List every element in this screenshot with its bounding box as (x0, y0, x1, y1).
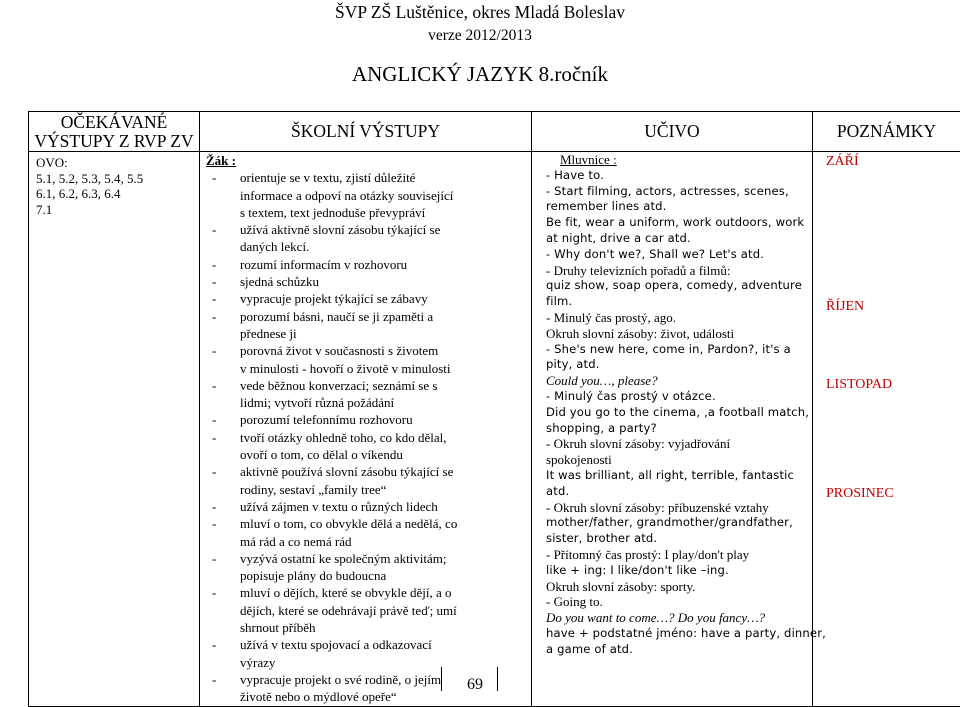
vystup-line (206, 463, 531, 480)
version-label: verze 2012/2013 (0, 27, 960, 45)
bullet-dash: - (206, 308, 240, 325)
bullet-dash: - (206, 169, 240, 186)
vystup-line (206, 377, 531, 394)
ucivo-line: have + podstatné jméno: have a party, dinner, (546, 626, 812, 642)
ucivo-line: pity, atd. (546, 357, 812, 373)
ucivo-line: Do you want to come…? Do you fancy…? (546, 610, 812, 626)
vystup-text: sjedná schůzku (240, 273, 531, 290)
vystup-text: životě nebo o mýdlové opeře“ (240, 688, 531, 705)
bullet-dash: - (206, 221, 240, 238)
vystupy-list (206, 169, 531, 705)
vystup-text: porozumí básni, naučí se ji zpaměti a (240, 308, 531, 325)
ucivo-line: at night, drive a car atd. (546, 231, 812, 247)
bullet-dash (206, 238, 240, 255)
bullet-dash: - (206, 515, 240, 532)
vystup-text: mluví o tom, co obvykle dělá a nedělá, co (240, 515, 531, 532)
ucivo-line: spokojenosti (546, 452, 812, 468)
vystup-text: má rád a co nemá rád (240, 533, 531, 550)
vystup-text: ovoří o tom, co dělal o víkendu (240, 446, 531, 463)
table-body-row (29, 152, 960, 707)
bullet-dash: - (206, 273, 240, 290)
ucivo-line: quiz show, soap opera, comedy, adventure (546, 278, 812, 294)
vystup-text: vyzývá ostatní ke společným aktivitám; (240, 550, 531, 567)
vystup-line (206, 429, 531, 446)
ovo-line: OVO: (36, 155, 199, 171)
ucivo-heading: Mluvnice : (546, 152, 812, 168)
ucivo-line: Okruh slovní zásoby: sporty. (546, 579, 812, 595)
ovo-line: 7.1 (36, 202, 199, 218)
poznamky-cell (813, 152, 960, 707)
vystup-text: mluví o dějích, které se obvykle dějí, a o (240, 584, 531, 601)
bullet-dash (206, 325, 240, 342)
ovo-line: 5.1, 5.2, 5.3, 5.4, 5.5 (36, 171, 199, 187)
vystup-text: porozumí telefonnímu rozhovoru (240, 411, 531, 428)
bullet-dash: - (206, 584, 240, 601)
ucivo-line: - Why don't we?, Shall we? Let's atd. (546, 247, 812, 263)
bullet-dash: - (206, 636, 240, 653)
vystup-line (206, 636, 531, 653)
bullet-dash: - (206, 342, 240, 359)
table-header-row (29, 112, 960, 152)
vystup-line (206, 619, 531, 636)
vystup-line (206, 360, 531, 377)
vystup-line (206, 290, 531, 307)
vystup-text: vede běžnou konverzaci; seznámí se s (240, 377, 531, 394)
month-label: PROSINEC (826, 486, 894, 502)
vystup-line (206, 273, 531, 290)
bullet-dash (206, 360, 240, 377)
vystup-text: daných lekcí. (240, 238, 531, 255)
ucivo-line: - She's new here, come in, Pardon?, it's a (546, 342, 812, 358)
vystup-line (206, 221, 531, 238)
school-name: ŠVP ZŠ Luštěnice, okres Mladá Boleslav (0, 2, 960, 23)
col-header-ucivo: UČIVO (532, 112, 813, 152)
vystup-line (206, 256, 531, 273)
bullet-dash: - (206, 463, 240, 480)
col-header-ovo-line1: OČEKÁVANÉ (29, 113, 199, 132)
month-label: ŘÍJEN (826, 299, 864, 315)
ucivo-line: Okruh slovní zásoby: život, události (546, 326, 812, 342)
ucivo-line: - Going to. (546, 594, 812, 610)
vystup-text: v minulosti - hovoří o životě v minulosti (240, 360, 531, 377)
bullet-dash: - (206, 290, 240, 307)
curriculum-table (28, 111, 960, 707)
ucivo-line: Be fit, wear a uniform, work outdoors, work (546, 215, 812, 231)
col-header-poznamky: POZNÁMKY (813, 112, 960, 152)
ucivo-line: - Okruh slovní zásoby: příbuzenské vztahy (546, 500, 812, 516)
subject-title: ANGLICKÝ JAZYK 8.ročník (0, 62, 960, 87)
vystup-text: porovná život v současnosti s životem (240, 342, 531, 359)
vystup-text: lidmi; vytvoří různá požádání (240, 394, 531, 411)
vystup-text: popisuje plány do budoucna (240, 567, 531, 584)
ucivo-line: shopping, a party? (546, 421, 812, 437)
vystup-line (206, 498, 531, 515)
vystup-text: aktivně používá slovní zásobu týkající se (240, 463, 531, 480)
ovo-line: 6.1, 6.2, 6.3, 6.4 (36, 186, 199, 202)
vystup-text: výrazy (240, 654, 531, 671)
vystup-line (206, 342, 531, 359)
vystup-line (206, 446, 531, 463)
ucivo-line: mother/father, grandmother/grandfather, (546, 515, 812, 531)
bullet-dash: - (206, 377, 240, 394)
bullet-dash: - (206, 671, 240, 688)
page-number: 69 (467, 676, 483, 694)
bullet-dash: - (206, 550, 240, 567)
vystup-text: tvoří otázky ohledně toho, co kdo dělal, (240, 429, 531, 446)
vystup-line (206, 654, 531, 671)
vystup-line (206, 308, 531, 325)
vystup-line (206, 169, 531, 186)
bullet-dash (206, 394, 240, 411)
vystup-line (206, 325, 531, 342)
footer-divider-left (441, 667, 442, 691)
ucivo-line: - Druhy televizních pořadů a filmů: (546, 263, 812, 279)
ucivo-line: like + ing: I like/don't like –ing. (546, 563, 812, 579)
bullet-dash: - (206, 498, 240, 515)
vystup-line (206, 187, 531, 204)
vystup-text: užívá aktivně slovní zásobu týkající se (240, 221, 531, 238)
bullet-dash (206, 567, 240, 584)
ucivo-line: - Have to. (546, 168, 812, 184)
vystup-text: rozumí informacím v rozhovoru (240, 256, 531, 273)
vystup-line (206, 533, 531, 550)
ucivo-cell (532, 152, 813, 707)
vystup-text: rodiny, sestaví „family tree“ (240, 481, 531, 498)
bullet-dash: - (206, 256, 240, 273)
vystup-text: shrnout příběh (240, 619, 531, 636)
bullet-dash (206, 187, 240, 204)
col-header-ovo-line2: VÝSTUPY Z RVP ZV (29, 132, 199, 151)
vystup-line (206, 481, 531, 498)
vystup-line (206, 204, 531, 221)
ucivo-line: - Okruh slovní zásoby: vyjadřování (546, 436, 812, 452)
vystup-line (206, 550, 531, 567)
vystup-line (206, 238, 531, 255)
ucivo-line: a game of atd. (546, 642, 812, 658)
col-header-ovo (29, 112, 200, 152)
vystup-text: přednese ji (240, 325, 531, 342)
vystup-text: s textem, text jednoduše převypráví (240, 204, 531, 221)
ucivo-line: Could you…, please? (546, 373, 812, 389)
ucivo-list (546, 168, 812, 658)
ucivo-line: - Minulý čas prostý, ago. (546, 310, 812, 326)
month-label: LISTOPAD (826, 377, 892, 393)
vystup-text: vypracuje projekt o své rodině, o jejím (240, 671, 531, 688)
vystup-text: orientuje se v textu, zjistí důležité (240, 169, 531, 186)
bullet-dash (206, 533, 240, 550)
bullet-dash (206, 619, 240, 636)
footer-divider-right (497, 667, 498, 691)
vystup-line (206, 567, 531, 584)
bullet-dash: - (206, 411, 240, 428)
ucivo-line: - Minulý čas prostý v otázce. (546, 389, 812, 405)
vystup-line (206, 584, 531, 601)
vystup-line (206, 411, 531, 428)
ucivo-line: - Přítomný čas prostý: I play/don't play (546, 547, 812, 563)
ucivo-line: film. (546, 294, 812, 310)
vystup-text: informace a odpoví na otázky související (240, 187, 531, 204)
vystupy-cell (200, 152, 532, 707)
vystup-line (206, 394, 531, 411)
bullet-dash (206, 204, 240, 221)
vystup-text: užívá zájmen v textu o různých lidech (240, 498, 531, 515)
ovo-cell (29, 152, 200, 707)
bullet-dash (206, 446, 240, 463)
vystup-text: užívá v textu spojovací a odkazovací (240, 636, 531, 653)
ucivo-line: It was brilliant, all right, terrible, fantastic (546, 468, 812, 484)
vystup-line (206, 602, 531, 619)
bullet-dash (206, 481, 240, 498)
vystup-text: dějích, které se odehrávají právě teď; umí (240, 602, 531, 619)
bullet-dash (206, 602, 240, 619)
ucivo-line: Did you go to the cinema, ,a football match, (546, 405, 812, 421)
zak-label: Žák : (206, 152, 531, 169)
bullet-dash: - (206, 429, 240, 446)
ucivo-line: - Start filming, actors, actresses, scenes, (546, 184, 812, 200)
vystup-line (206, 515, 531, 532)
ucivo-line: atd. (546, 484, 812, 500)
ucivo-line: sister, brother atd. (546, 531, 812, 547)
bullet-dash (206, 654, 240, 671)
col-header-vystupy: ŠKOLNÍ VÝSTUPY (200, 112, 532, 152)
month-label: ZÁŘÍ (826, 154, 859, 170)
ucivo-line: remember lines atd. (546, 199, 812, 215)
vystup-text: vypracuje projekt týkající se zábavy (240, 290, 531, 307)
